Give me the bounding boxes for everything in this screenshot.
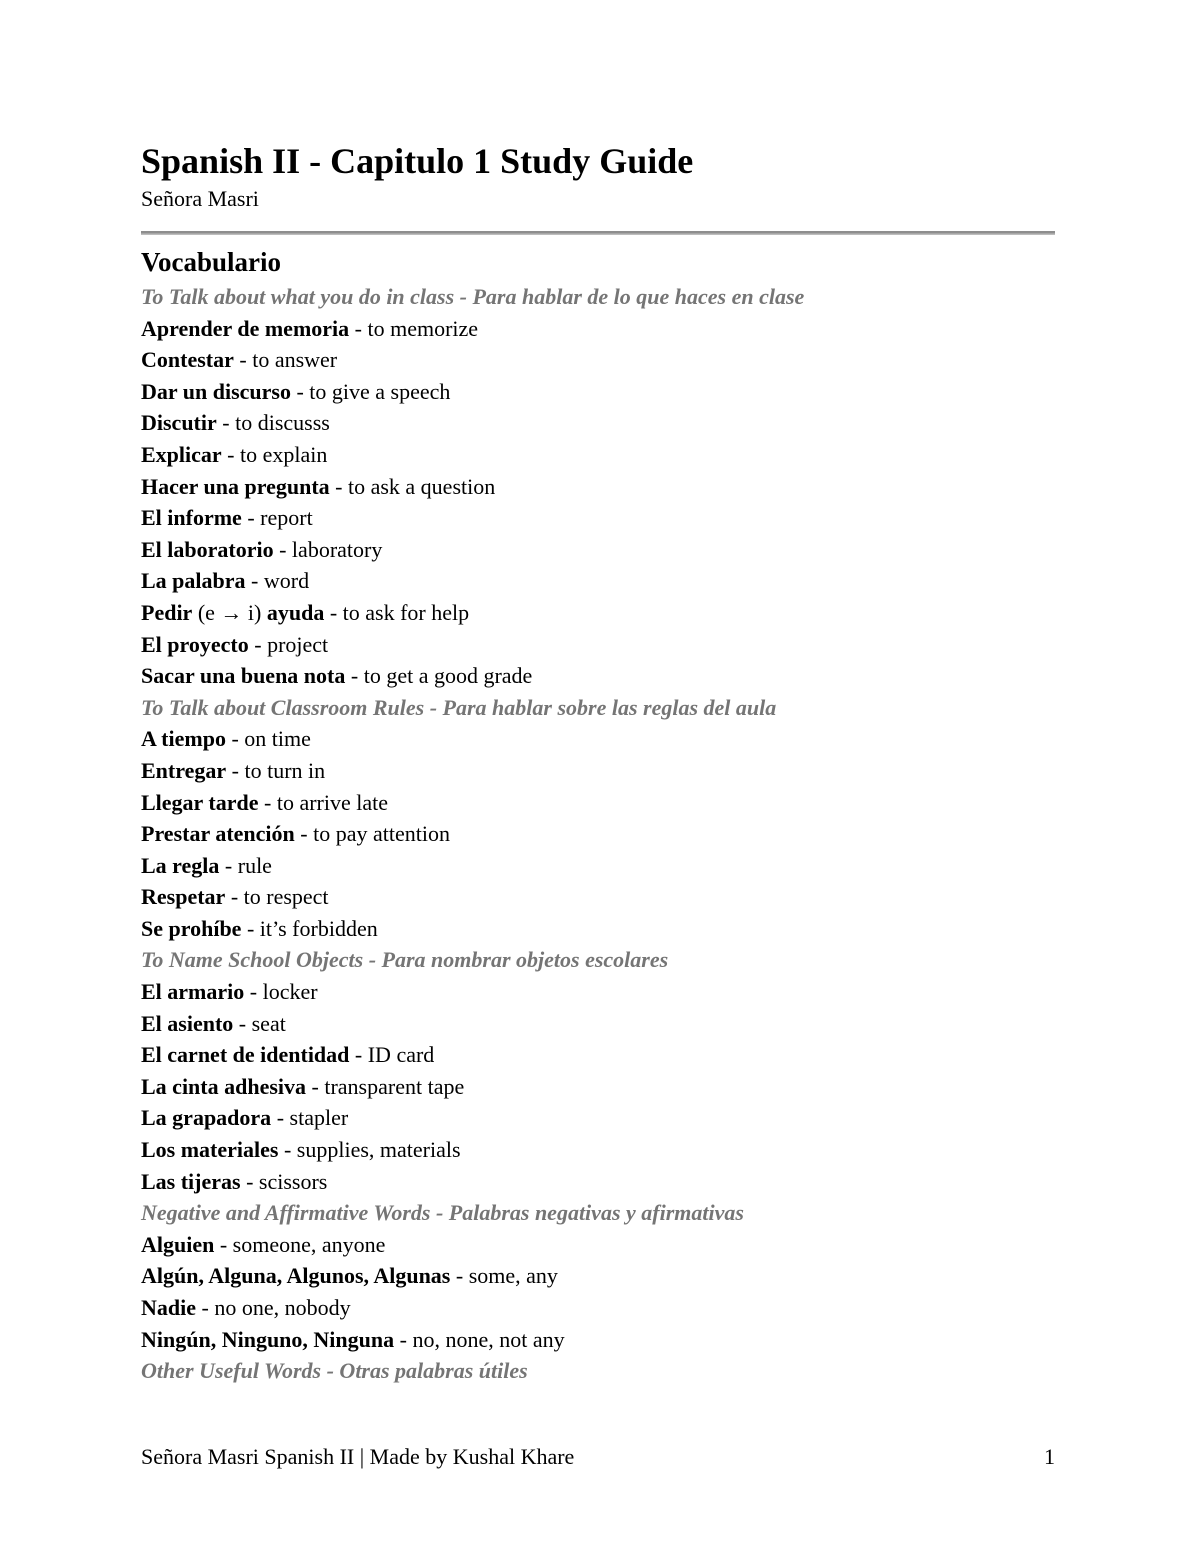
vocab-term: Entregar: [141, 757, 227, 783]
vocab-term: El laboratorio: [141, 536, 274, 562]
vocab-definition: - transparent tape: [306, 1073, 465, 1099]
vocab-term: Dar un discurso: [141, 378, 291, 404]
vocab-definition: - on time: [225, 726, 311, 752]
vocab-item: [141, 1134, 1055, 1166]
vocab-term: Prestar atención: [141, 821, 295, 847]
vocab-definition: - it’s forbidden: [241, 915, 378, 941]
vocab-definition: - scissors: [240, 1168, 328, 1194]
vocab-item: [141, 439, 1055, 471]
vocab-item: [141, 1008, 1055, 1040]
vocab-term: Las tijeras: [141, 1168, 241, 1194]
vocab-definition: - word: [245, 568, 310, 594]
page-title: Spanish II - Capitulo 1 Study Guide: [141, 141, 694, 181]
vocab-definition: - ID card: [349, 1042, 435, 1068]
vocab-item: [141, 1292, 1055, 1324]
vocab-group-heading: Negative and Affirmative Words - Palabras negativas y afirmativas: [141, 1200, 744, 1226]
vocab-definition: - to turn in: [226, 757, 326, 783]
vocab-definition: - to explain: [221, 441, 328, 467]
vocab-term: Nadie: [141, 1295, 196, 1320]
vocab-term: El carnet de identidad: [141, 1042, 350, 1068]
vocab-item: [141, 850, 1055, 882]
vocab-term: Llegar tarde: [141, 789, 259, 815]
vocab-definition: - to memorize: [349, 315, 479, 341]
vocab-term: Alguien: [141, 1231, 215, 1257]
vocab-term: A tiempo: [141, 726, 226, 752]
vocab-item: [141, 1071, 1055, 1103]
page-number: 1: [1044, 1444, 1055, 1469]
vocab-term: Los materiales: [141, 1137, 279, 1163]
vocab-group-heading: To Talk about Classroom Rules - Para hablar sobre las reglas del aula: [141, 694, 777, 720]
vocab-definition: - to discusss: [216, 410, 330, 436]
vocab-item: [141, 502, 1055, 534]
vocab-item: [141, 755, 1055, 787]
vocab-term: El informe: [141, 505, 242, 531]
vocab-definition: - to answer: [233, 347, 338, 373]
section-title-vocabulario: Vocabulario: [141, 247, 282, 277]
vocab-group-heading: To Name School Objects - Para nombrar objetos escolares: [141, 947, 669, 973]
vocab-item: [141, 471, 1055, 503]
vocab-definition: - project: [248, 631, 329, 657]
vocab-item: [141, 913, 1055, 945]
vocab-item: [141, 1324, 1055, 1356]
vocab-item: [141, 660, 1055, 692]
vocab-group-heading: To Talk about what you do in class - Para hablar de lo que haces en clase: [141, 284, 805, 309]
vocab-item: [141, 565, 1055, 597]
vocab-item: [141, 534, 1055, 566]
vocab-term: La regla: [141, 852, 220, 878]
vocab-term-annotation: (e → i): [192, 599, 267, 625]
vocab-term: La grapadora: [141, 1105, 272, 1131]
vocab-definition: - seat: [233, 1010, 286, 1036]
vocab-definition: - no, none, not any: [394, 1326, 565, 1352]
vocab-group-heading: Other Useful Words - Otras palabras útiles: [141, 1358, 528, 1384]
vocab-term: El proyecto: [141, 631, 249, 657]
vocab-term: La cinta adhesiva: [141, 1073, 307, 1099]
vocab-definition: - report: [241, 505, 313, 531]
vocab-term: Hacer una pregunta: [141, 473, 330, 499]
vocab-term: Algún, Alguna, Algunos, Algunas: [141, 1263, 451, 1289]
vocab-definition: - no one, nobody: [196, 1295, 351, 1320]
doc-author: Señora Masri: [141, 186, 259, 211]
vocab-item: [141, 1102, 1055, 1134]
vocab-item: [141, 818, 1055, 850]
vocab-term: ayuda: [266, 599, 325, 625]
vocab-term: Explicar: [141, 441, 222, 467]
vocab-definition: - some, any: [450, 1263, 558, 1289]
vocab-term: Sacar una buena nota: [141, 663, 346, 689]
vocab-item: [141, 407, 1055, 439]
vocab-term: Aprender de memoria: [141, 315, 350, 341]
vocab-item: [141, 976, 1055, 1008]
vocab-term: Discutir: [141, 410, 217, 436]
vocab-definition: - laboratory: [273, 536, 383, 562]
vocab-definition: - to arrive late: [258, 789, 389, 815]
vocab-item: [141, 376, 1055, 408]
vocab-definition: - stapler: [271, 1105, 349, 1131]
vocab-definition: - to pay attention: [294, 821, 450, 847]
vocab-definition: - rule: [219, 852, 272, 878]
vocab-term: El asiento: [141, 1010, 234, 1036]
vocab-definition: - locker: [244, 979, 318, 1005]
vocab-item: [141, 881, 1055, 913]
vocab-item: [141, 723, 1055, 755]
vocab-definition: - to give a speech: [290, 378, 451, 404]
vocab-term: El armario: [141, 979, 245, 1005]
vocab-item: [141, 1166, 1055, 1198]
vocab-term: La palabra: [141, 568, 246, 594]
vocab-item: [141, 1039, 1055, 1071]
vocab-term: Ningún, Ninguno, Ninguna: [141, 1326, 395, 1352]
vocab-definition: - someone, anyone: [214, 1231, 386, 1257]
footer-text: Señora Masri Spanish II | Made by Kushal Khare: [141, 1444, 575, 1469]
vocab-term: Se prohíbe: [141, 915, 242, 941]
vocab-definition: - to ask a question: [329, 473, 496, 499]
page-footer: [141, 1441, 1055, 1472]
vocab-item: [141, 597, 1055, 629]
vocab-item: [141, 1260, 1055, 1292]
vocab-definition: - to respect: [225, 884, 329, 910]
vocab-item: [141, 313, 1055, 345]
vocab-term: Pedir: [141, 599, 193, 625]
vocab-term: Contestar: [141, 347, 234, 373]
page-content: [141, 0, 1055, 1387]
vocab-definition: - supplies, materials: [278, 1137, 461, 1163]
vocab-item: [141, 1229, 1055, 1261]
vocab-item: [141, 629, 1055, 661]
vocab-definition: - to get a good grade: [345, 663, 533, 689]
vocab-definition: - to ask for help: [324, 599, 470, 625]
horizontal-rule: [141, 231, 1055, 235]
vocab-term: Respetar: [141, 884, 226, 910]
vocab-item: [141, 787, 1055, 819]
vocab-item: [141, 344, 1055, 376]
vocab-list: [141, 281, 1055, 1387]
